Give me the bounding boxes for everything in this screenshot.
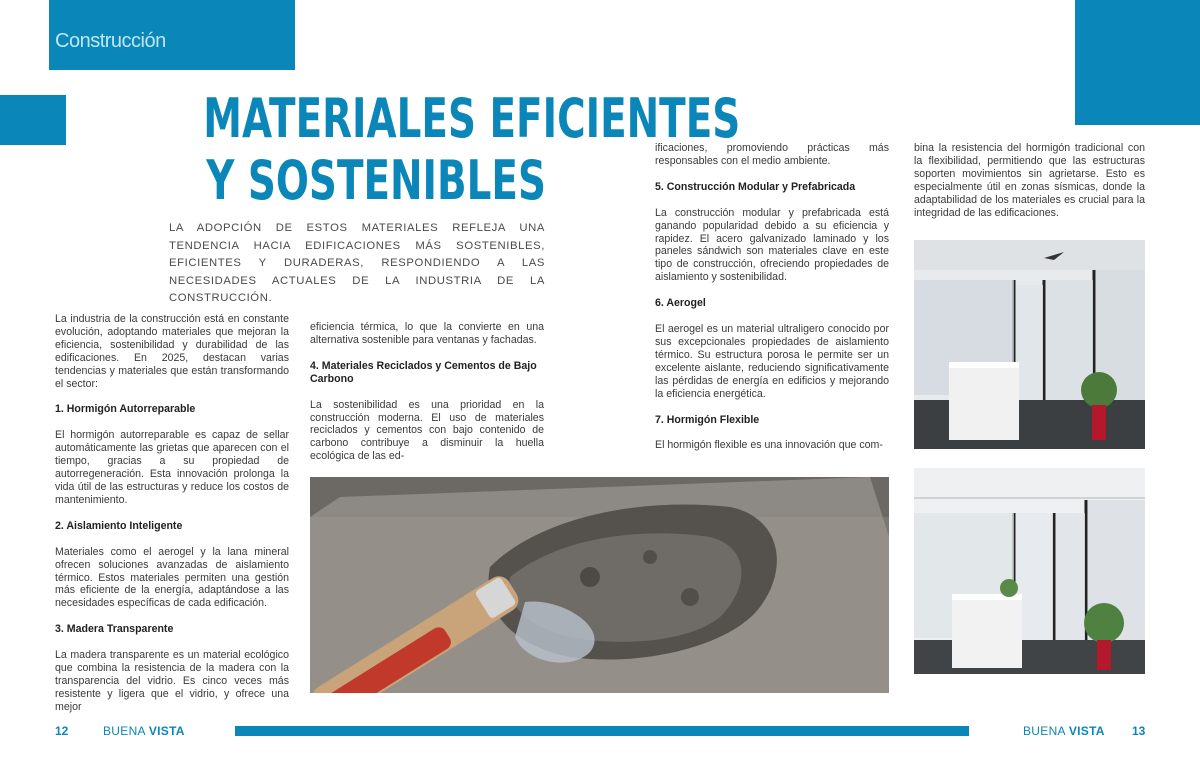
left-accent-block bbox=[0, 95, 66, 145]
paragraph-madera-continued: eficiencia térmica, lo que la convierte en una alternativa sostenible para ventanas y fachadas. bbox=[310, 321, 544, 346]
footer-bar bbox=[235, 726, 969, 736]
paragraph-hormigon-flexible: El hormigón flexible es una innovación que com- bbox=[655, 439, 883, 452]
heading-aislamiento-inteligente: 2. Aislamiento Inteligente bbox=[55, 519, 183, 532]
heading-construccion-modular: 5. Construcción Modular y Prefabricada bbox=[655, 180, 856, 193]
office-illustration-2 bbox=[914, 468, 1145, 674]
paragraph-construccion-modular: La construcción modular y prefabricada está ganando popularidad debido a su eficiencia y rapidez. El acero galvanizado laminado y los paneles sándwich son materiales clave en este tipo de construcción, ofreciendo propiedades de aislamiento y sostenibilidad. bbox=[655, 206, 889, 284]
heading-aerogel: 6. Aerogel bbox=[655, 297, 706, 310]
subtitle: LA ADOPCIÓN DE ESTOS MATERIALES REFLEJA UNA TENDENCIA HACIA EDIFICACIONES MÁS SOSTENIBLES, EFICIENTES Y DURADERAS, RESPONDIENDO A LAS NECESIDADES ACTUALES DE LA INDUSTRIA DE LA CONSTRUCCIÓN. bbox=[169, 222, 545, 304]
brand-left-light: BUENA bbox=[103, 724, 146, 738]
heading-hormigon-flexible: 7. Hormigón Flexible bbox=[655, 413, 760, 426]
page-number-left: 12 bbox=[55, 724, 69, 738]
brand-left-bold: VISTA bbox=[148, 724, 185, 738]
paragraph-hormigon-autorreparable: El hormigón autorreparable es capaz de sellar automáticamente las grietas que aparecen con el tiempo, gracias a su propiedad de autorregeneración. Esta innovación prolonga la vida útil de las estructuras y reduce los costos de mantenimiento. bbox=[55, 429, 289, 506]
headline bbox=[203, 87, 741, 212]
article-column-4 bbox=[914, 142, 1145, 232]
section-tag bbox=[49, 0, 295, 70]
page-number-right: 13 bbox=[1132, 724, 1146, 738]
paragraph-madera-transparente: La madera transparente es un material ecológico que combina la resistencia de la madera con la transparencia del vidrio. Es cinco veces más resistente y ligera que el vidrio, y ofrece una mejor bbox=[55, 649, 289, 713]
brand-left bbox=[103, 724, 185, 738]
paragraph-aerogel: El aerogel es un material ultraligero conocido por sus excepcionales propiedades de aislamiento térmico. Su estructura porosa le permite ser un excelente aislante, reduciendo significativamente las pérdidas de energía en edificios y mejorando la eficiencia energética. bbox=[655, 323, 889, 400]
paragraph-materiales-reciclados: La sostenibilidad es una prioridad en la construcción moderna. El uso de materiales reciclados y cementos con bajo contenido de carbono contribuye a disminuir la huella ecológica de las ed- bbox=[310, 398, 544, 463]
brand-right-light: BUENA bbox=[1023, 724, 1066, 738]
section-tag-label: Construcción bbox=[55, 30, 166, 52]
office-glass-partition-photo-1 bbox=[914, 240, 1145, 449]
heading-madera-transparente: 3. Madera Transparente bbox=[55, 623, 174, 636]
paragraph-flexible-continued: bina la resistencia del hormigón tradicional con la flexibilidad, permitiendo que las estructuras soporten movimientos sin agrietarse. Esto es especialmente útil en zonas sísmicas, donde la adaptabilidad de los materiales es crucial para la integridad de las edificaciones. bbox=[914, 142, 1145, 219]
right-corner-block bbox=[1075, 0, 1200, 125]
article-column-3 bbox=[655, 142, 889, 465]
headline-line-2: Y SOSTENIBLES bbox=[206, 149, 546, 212]
article-column-1 bbox=[55, 313, 289, 727]
brand-right-bold: VISTA bbox=[1068, 724, 1105, 738]
office-glass-partition-photo-2 bbox=[914, 468, 1145, 674]
office-illustration-1 bbox=[914, 240, 1145, 449]
heading-materiales-reciclados: 4. Materiales Reciclados y Cementos de Bajo Carbono bbox=[310, 359, 537, 385]
brand-right bbox=[1023, 724, 1105, 738]
paragraph-reciclados-continued: ificaciones, promoviendo prácticas más responsables con el medio ambiente. bbox=[655, 142, 889, 167]
paragraph-aislamiento-inteligente: Materiales como el aerogel y la lana mineral ofrecen soluciones avanzadas de aislamiento térmico. Estos materiales permiten una gestión más eficiente de la energía, adaptándose a las necesidades específicas de cada edificación. bbox=[55, 545, 289, 610]
cement-trowel-photo bbox=[310, 477, 889, 693]
heading-hormigon-autorreparable: 1. Hormigón Autorreparable bbox=[55, 403, 196, 416]
headline-line-1: MATERIALES EFICIENTES bbox=[203, 87, 741, 150]
article-column-2 bbox=[310, 321, 544, 476]
intro-paragraph: La industria de la construcción está en constante evolución, adoptando materiales que mejoran la eficiencia, sostenibilidad y durabilidad de las edificaciones. En 2025, destacan varias tendencias y materiales que están transformando el sector: bbox=[55, 313, 289, 390]
cement-trowel-illustration bbox=[310, 477, 889, 693]
